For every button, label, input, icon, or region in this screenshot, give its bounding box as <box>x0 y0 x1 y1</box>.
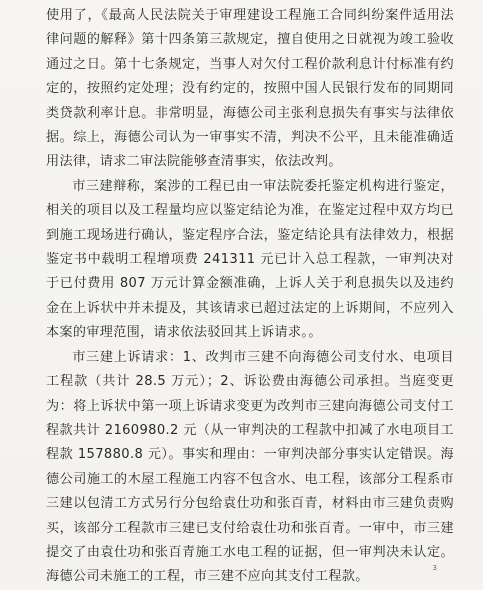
paragraph-defense-statement: 市三建辩称，案涉的工程已由一审法院委托鉴定机构进行鉴定，相关的项目以及工程量均应以鉴定结论为准，在鉴定过程中双方均已到施工现场进行确认，鉴定程序合法，鉴定结论具有法律效力，根据鉴定书中载明工程增项费 241311 元已计入总工程款，一审判决对于已付费用 807 万元计算金额准确，上诉人关于利息损失以及违约金在上诉状中并未提及，其该请求已超过法定的上诉期间，不应列入本案的审理范围，请求依法驳回其上诉请求。。 <box>46 178 454 341</box>
paragraph-appellant-claims: 使用了，《最高人民法院关于审理建设工程施工合同纠纷案件适用法律问题的解释》第十四条第三款规定，擅自使用之日就视为竣工验收通过之日。第十七条规定，当事人对欠付工程价款利息计付标准有约定的，按照约定处理；没有约定的，按照中国人民银行发布的同期同类贷款利率计息。非常明显，海德公司主张利息损失有事实与法律依据。综上，海德公司认为一审事实不清，判决不公平，且未能准确适用法律，请求二审法院能够查清事实，依法改判。 <box>46 8 454 170</box>
document-body <box>46 4 454 590</box>
page-number: 3 <box>432 564 437 572</box>
paragraph-appeal-request: 市三建上诉请求：1、改判市三建不向海德公司支付水、电项目工程款（共计 28.5 万元）；2、诉讼费由海德公司承担。当庭变更为：将上诉状中第一项上诉请求变更为改判市三建向海德公司支付工程款共计 2160980.2 元（从一审判决的工程款中扣减了水电项目工程款 157880.8 元）。事实和理由：一审判决部分事实认定错误。海德公司施工的木屋工程施工内容不包含水、电工程，该部分工程系市三建以包清工方式另行分包给袁仕功和张百青，材料由市三建负责购买，该部分工程款市三建已支付给袁仕功和张百青。一审中，市三建提交了由袁仕功和张百青施工水电工程的证据，但一审判决未认定。海德公司未施工的工程，市三建不应向其支付工程款。 <box>46 349 454 585</box>
